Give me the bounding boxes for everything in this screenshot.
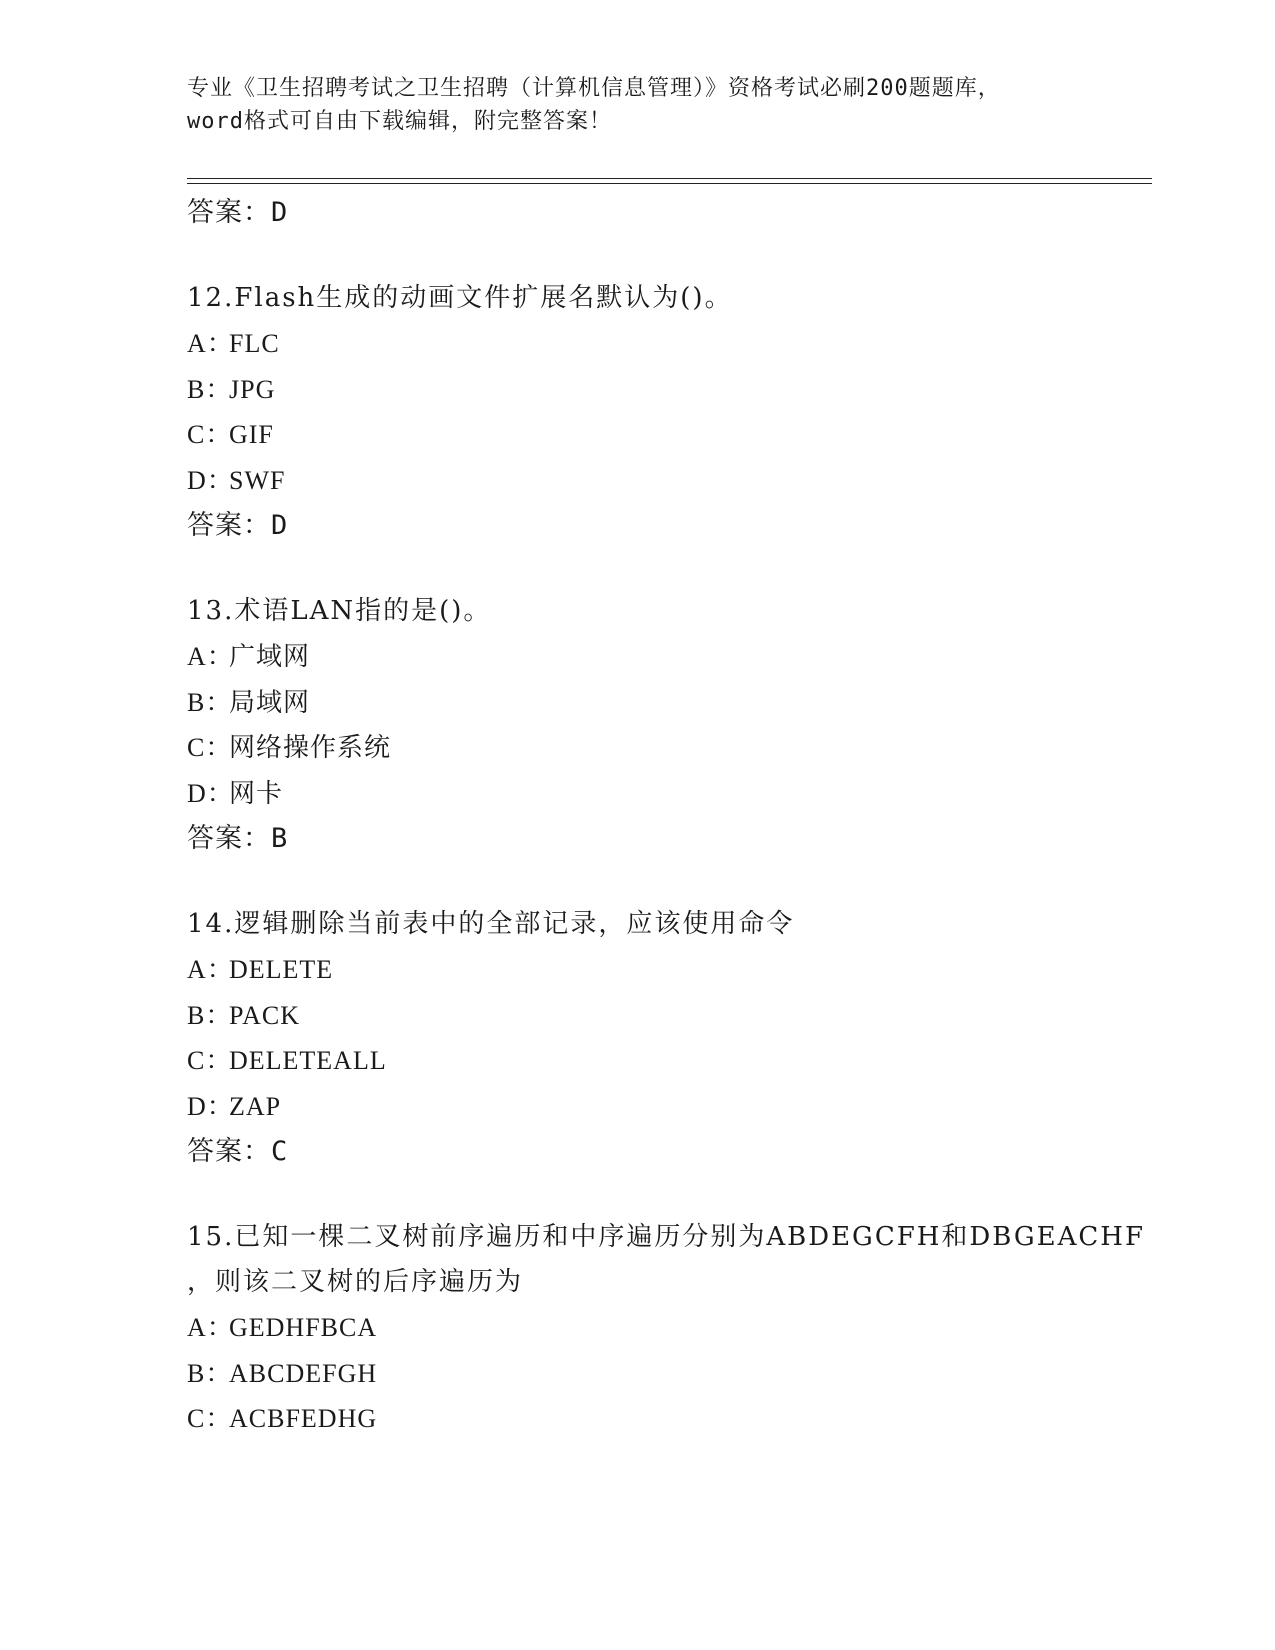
- option-letter: C：: [187, 733, 233, 762]
- option-text: DELETEALL: [229, 1046, 387, 1075]
- option-a: [187, 321, 1147, 367]
- option-letter: B：: [187, 1000, 233, 1030]
- option-letter: A：: [187, 1313, 234, 1342]
- option-b: [187, 680, 1147, 726]
- option-letter: A：: [187, 642, 234, 671]
- option-text: GEDHFBCA: [229, 1313, 378, 1342]
- option-d: [187, 771, 1147, 817]
- question-12: [187, 276, 1147, 549]
- option-letter: D：: [187, 465, 234, 495]
- previous-answer: 答案：D: [187, 197, 289, 228]
- option-a: [187, 1305, 1147, 1351]
- option-c: [187, 1396, 1147, 1442]
- option-b: [187, 993, 1147, 1039]
- header-line-2: word格式可自由下载编辑，附完整答案！: [187, 109, 612, 134]
- option-text: 网络操作系统: [229, 733, 392, 762]
- option-letter: A：: [187, 329, 234, 358]
- option-text: PACK: [229, 1000, 300, 1030]
- option-text: SWF: [229, 465, 286, 495]
- question-stem: 12.Flash生成的动画文件扩展名默认为()。: [187, 283, 733, 313]
- question-stem: 13.术语LAN指的是()。: [187, 596, 492, 626]
- option-letter: A：: [187, 955, 234, 984]
- question-14: [187, 902, 1147, 1175]
- option-text: 网卡: [229, 778, 284, 808]
- question-13: [187, 589, 1147, 862]
- option-text: FLC: [229, 329, 280, 358]
- question-stem-line-1: 15.已知一棵二叉树前序遍历和中序遍历分别为ABDEGCFH和DBGEACHF: [187, 1222, 1146, 1252]
- option-c: [187, 725, 1147, 771]
- option-letter: B：: [187, 374, 233, 404]
- option-text: JPG: [229, 374, 276, 404]
- option-b: [187, 367, 1147, 413]
- option-letter: B：: [187, 687, 233, 717]
- option-text: GIF: [229, 420, 274, 449]
- option-letter: C：: [187, 420, 233, 449]
- header-divider: [187, 178, 1152, 184]
- document-header: [187, 72, 1087, 138]
- option-text: 广域网: [229, 642, 311, 671]
- option-c: [187, 1038, 1147, 1084]
- option-d: [187, 1084, 1147, 1130]
- option-text: ACBFEDHG: [229, 1404, 378, 1433]
- question-list: [187, 190, 1147, 1442]
- option-a: [187, 634, 1147, 680]
- option-d: [187, 458, 1147, 504]
- answer: 答案：D: [187, 510, 289, 541]
- header-line-1: 专业《卫生招聘考试之卫生招聘（计算机信息管理）》资格考试必刷200题题库，: [187, 76, 1001, 101]
- option-text: 局域网: [229, 687, 311, 717]
- answer: 答案：B: [187, 823, 289, 854]
- option-letter: D：: [187, 778, 234, 808]
- question-stem: 14.逻辑删除当前表中的全部记录，应该使用命令: [187, 909, 795, 939]
- option-b: [187, 1351, 1147, 1397]
- question-stem-line-2: ，则该二叉树的后序遍历为: [187, 1267, 524, 1297]
- option-letter: C：: [187, 1046, 233, 1075]
- answer: 答案：C: [187, 1136, 289, 1167]
- option-letter: C：: [187, 1404, 233, 1433]
- question-15: [187, 1215, 1147, 1442]
- option-text: DELETE: [229, 955, 334, 984]
- option-letter: D：: [187, 1091, 234, 1121]
- option-letter: B：: [187, 1358, 233, 1388]
- option-text: ABCDEFGH: [229, 1358, 378, 1388]
- option-a: [187, 947, 1147, 993]
- option-text: ZAP: [229, 1091, 282, 1121]
- option-c: [187, 412, 1147, 458]
